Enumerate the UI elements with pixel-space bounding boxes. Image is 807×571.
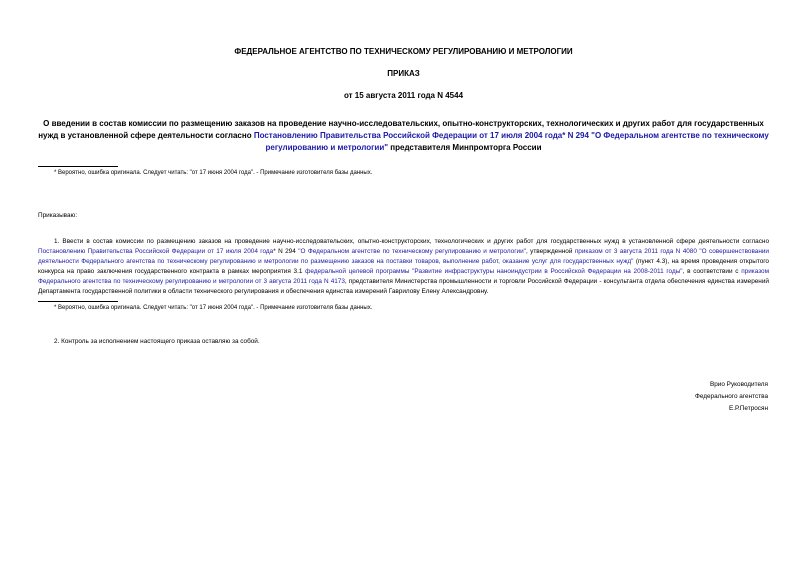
signature-line-2: Федерального агентства <box>694 393 768 400</box>
agency-name: ФЕДЕРАЛЬНОЕ АГЕНТСТВО ПО ТЕХНИЧЕСКОМУ РЕГУЛИРОВАНИЮ И МЕТРОЛОГИИ <box>234 47 573 56</box>
p1-text-5: , в соответствии с <box>682 268 742 275</box>
footnote-divider <box>38 166 118 167</box>
p1-text-4: (пункт 4.3), на время проведения открытого конкурса на право заключения государственного контракта в рамках мероприятия 3.1 <box>38 258 769 275</box>
title-link-resolution-294[interactable]: Постановлению Правительства Российской Федерации от 17 июля 2004 года* N 294 "О Федеральном агентстве по техническому регулированию и метрологии" <box>253 131 769 152</box>
p1-link-order-4173[interactable]: приказом Федерального агентства по техническому регулированию и метрологии от 3 августа 2011 года N 4173 <box>38 268 769 285</box>
signature-block <box>695 379 768 415</box>
footnote-divider-2 <box>38 301 118 302</box>
paragraph-1 <box>38 237 769 297</box>
signature-line-1: Врио Руководителя <box>709 381 768 388</box>
title-text-2: представителя Минпромторга России <box>388 143 542 152</box>
p1-text-6: , представителя Министерства промышленности и торговли Российской Федерации - консультанта отдела обеспечения единства измерений Департамента государственной политики в области технического регулирования и обеспечения единства измерений Гаврилову Елену Александровну. <box>38 278 769 295</box>
p1-text-1: 1. Ввести в состав комиссии по размещению заказов на проведение научно-исследовательских, опытно-конструкторских, технологических и других работ для государственных нужд в установленной сфере деятельности согласно <box>54 238 769 245</box>
p1-text-2: * N 294 <box>273 248 299 255</box>
p1-link-order-4080[interactable]: приказом от 3 августа 2011 года N 4080 "О совершенствовании деятельности Федерального агентства по техническому регулированию и метрологии по размещению заказов на поставки товаров, выполнение работ, оказание услуг для государственных нужд" <box>38 248 769 265</box>
order-word: Приказываю: <box>38 212 78 219</box>
p1-link-program[interactable]: федеральной целевой программы "Развитие инфраструктуры наноиндустрии в Российской Федерации на 2008-2011 годы" <box>305 268 683 275</box>
p1-link-resolution[interactable]: Постановлению Правительства Российской Федерации от 17 июля 2004 года <box>38 248 274 255</box>
p1-link-agency[interactable]: "О Федеральном агентстве по техническому регулированию и метрологии" <box>298 248 526 255</box>
doc-date-number: от 15 августа 2011 года N 4544 <box>343 91 464 100</box>
footnote-2: * Вероятно, ошибка оригинала. Следует читать: "от 17 июня 2004 года". - Примечание изготовителя базы данных. <box>54 305 373 311</box>
document-title <box>38 118 769 154</box>
signature-name: Е.Р.Петросян <box>728 405 768 412</box>
doc-type: ПРИКАЗ <box>387 69 420 78</box>
p1-text-3: , утвержденной <box>525 248 575 255</box>
title-text-1: О введении в состав комиссии по размещению заказов на проведение научно-исследовательских, опытно-конструкторских, технологических и других работ для государственных нужд в установленной сфере деятельности согласно <box>38 119 764 140</box>
paragraph-2: 2. Контроль за исполнением настоящего приказа оставляю за собой. <box>54 338 260 345</box>
footnote-1: * Вероятно, ошибка оригинала. Следует читать: "от 17 июня 2004 года". - Примечание изготовителя базы данных. <box>54 170 373 176</box>
